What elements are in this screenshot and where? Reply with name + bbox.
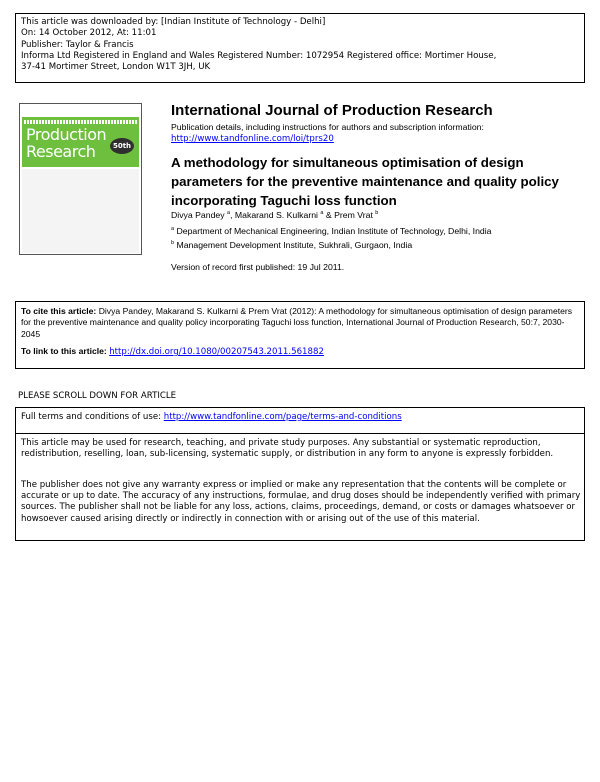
disclaimer-paragraph: The publisher does not give any warranty express or implied or make any representation that the contents will be complete or accurate or up to date. The accuracy of any instructions, formulae, and drug doses should be independently verified with primary sources. The publisher shall not be liable for any loss, actions, claims, proceedings, demand, or costs or damages whatsoever or howsoever caused arising directly or indirectly in connection with or arising out of the use of this material.: [21, 480, 581, 524]
version-of-record: Version of record first published: 19 Jul 2011.: [171, 262, 345, 272]
cite-text: Divya Pandey, Makarand S. Kulkarni & Prem Vrat (2012): A methodology for simultaneous optimisation of design parameters for the preventive maintenance and quality policy incorporating Taguchi loss function, International Journal of Production Research, 50:7, 2030-2045: [21, 306, 573, 339]
link-line: [21, 346, 579, 358]
author-affiliation-mark: a: [227, 210, 231, 216]
journal-link[interactable]: http://www.tandfonline.com/loi/tprs20: [171, 134, 334, 144]
authors: Divya Pandey $^a$, Makarand S. Kulkarni $^a$ & Prem Vrat $^b$: [171, 210, 379, 220]
cover-title-line2: Research: [26, 142, 96, 161]
publication-details: Publication details, including instructions for authors and subscription information:: [171, 122, 484, 132]
affiliation-b: [171, 240, 412, 250]
author-affiliation-mark: b: [375, 210, 379, 216]
author-name: Prem Vrat: [334, 210, 373, 220]
download-line: Publisher: Taylor & Francis: [21, 39, 134, 50]
affiliation-text: Department of Mechanical Engineering, Indian Institute of Technology, Delhi, India: [176, 226, 492, 236]
cover-title-line1: Production: [26, 125, 107, 144]
author-name: Divya Pandey: [171, 210, 225, 220]
cover-lower-panel: [22, 169, 139, 253]
cite-label: To cite this article:: [21, 306, 97, 316]
journal-title: International Journal of Production Research: [171, 102, 493, 119]
cover-stripes: [24, 120, 137, 124]
affiliation-mark: a: [171, 226, 175, 232]
journal-cover-image: [19, 103, 142, 255]
terms-label: Full terms and conditions of use:: [21, 412, 162, 422]
divider: [16, 433, 584, 434]
download-line: Informa Ltd Registered in England and Wales Registered Number: 1072954 Registered office: Mortimer House,: [21, 50, 497, 61]
cover-top-band: [20, 104, 141, 116]
download-line: On: 14 October 2012, At: 11:01: [21, 28, 157, 39]
terms-box: [15, 407, 585, 541]
usage-paragraph: This article may be used for research, teaching, and private study purposes. Any substantial or systematic reproduction, redistribution, reselling, loan, sub-licensing, systematic supply, or distribution in any form to anyone is expressly forbidden.: [21, 438, 554, 460]
doi-link[interactable]: http://dx.doi.org/10.1080/00207543.2011.561882: [109, 346, 324, 357]
terms-link[interactable]: http://www.tandfonline.com/page/terms-and-conditions: [163, 412, 402, 422]
affiliation-mark: b: [171, 240, 175, 246]
citation-box: [15, 301, 585, 369]
affiliation-a: [171, 226, 492, 236]
download-notice-box: [15, 13, 585, 83]
download-line: This article was downloaded by: [Indian Institute of Technology - Delhi]: [21, 17, 326, 27]
citation-paragraph: [21, 306, 579, 340]
terms-line: [21, 412, 579, 423]
author-name: Makarand S. Kulkarni: [234, 210, 318, 220]
article-title: A methodology for simultaneous optimisation of design parameters for the preventive maintenance and quality policy incorporating Taguchi loss function: [171, 155, 559, 208]
cover-anniversary-badge: 50th: [110, 138, 134, 154]
author-affiliation-mark: a: [320, 210, 324, 216]
affiliation-text: Management Development Institute, Sukhrali, Gurgaon, India: [176, 240, 413, 250]
download-line: 37-41 Mortimer Street, London W1T 3JH, UK: [21, 62, 211, 73]
link-label: To link to this article:: [21, 345, 107, 356]
scroll-note: PLEASE SCROLL DOWN FOR ARTICLE: [18, 391, 177, 401]
